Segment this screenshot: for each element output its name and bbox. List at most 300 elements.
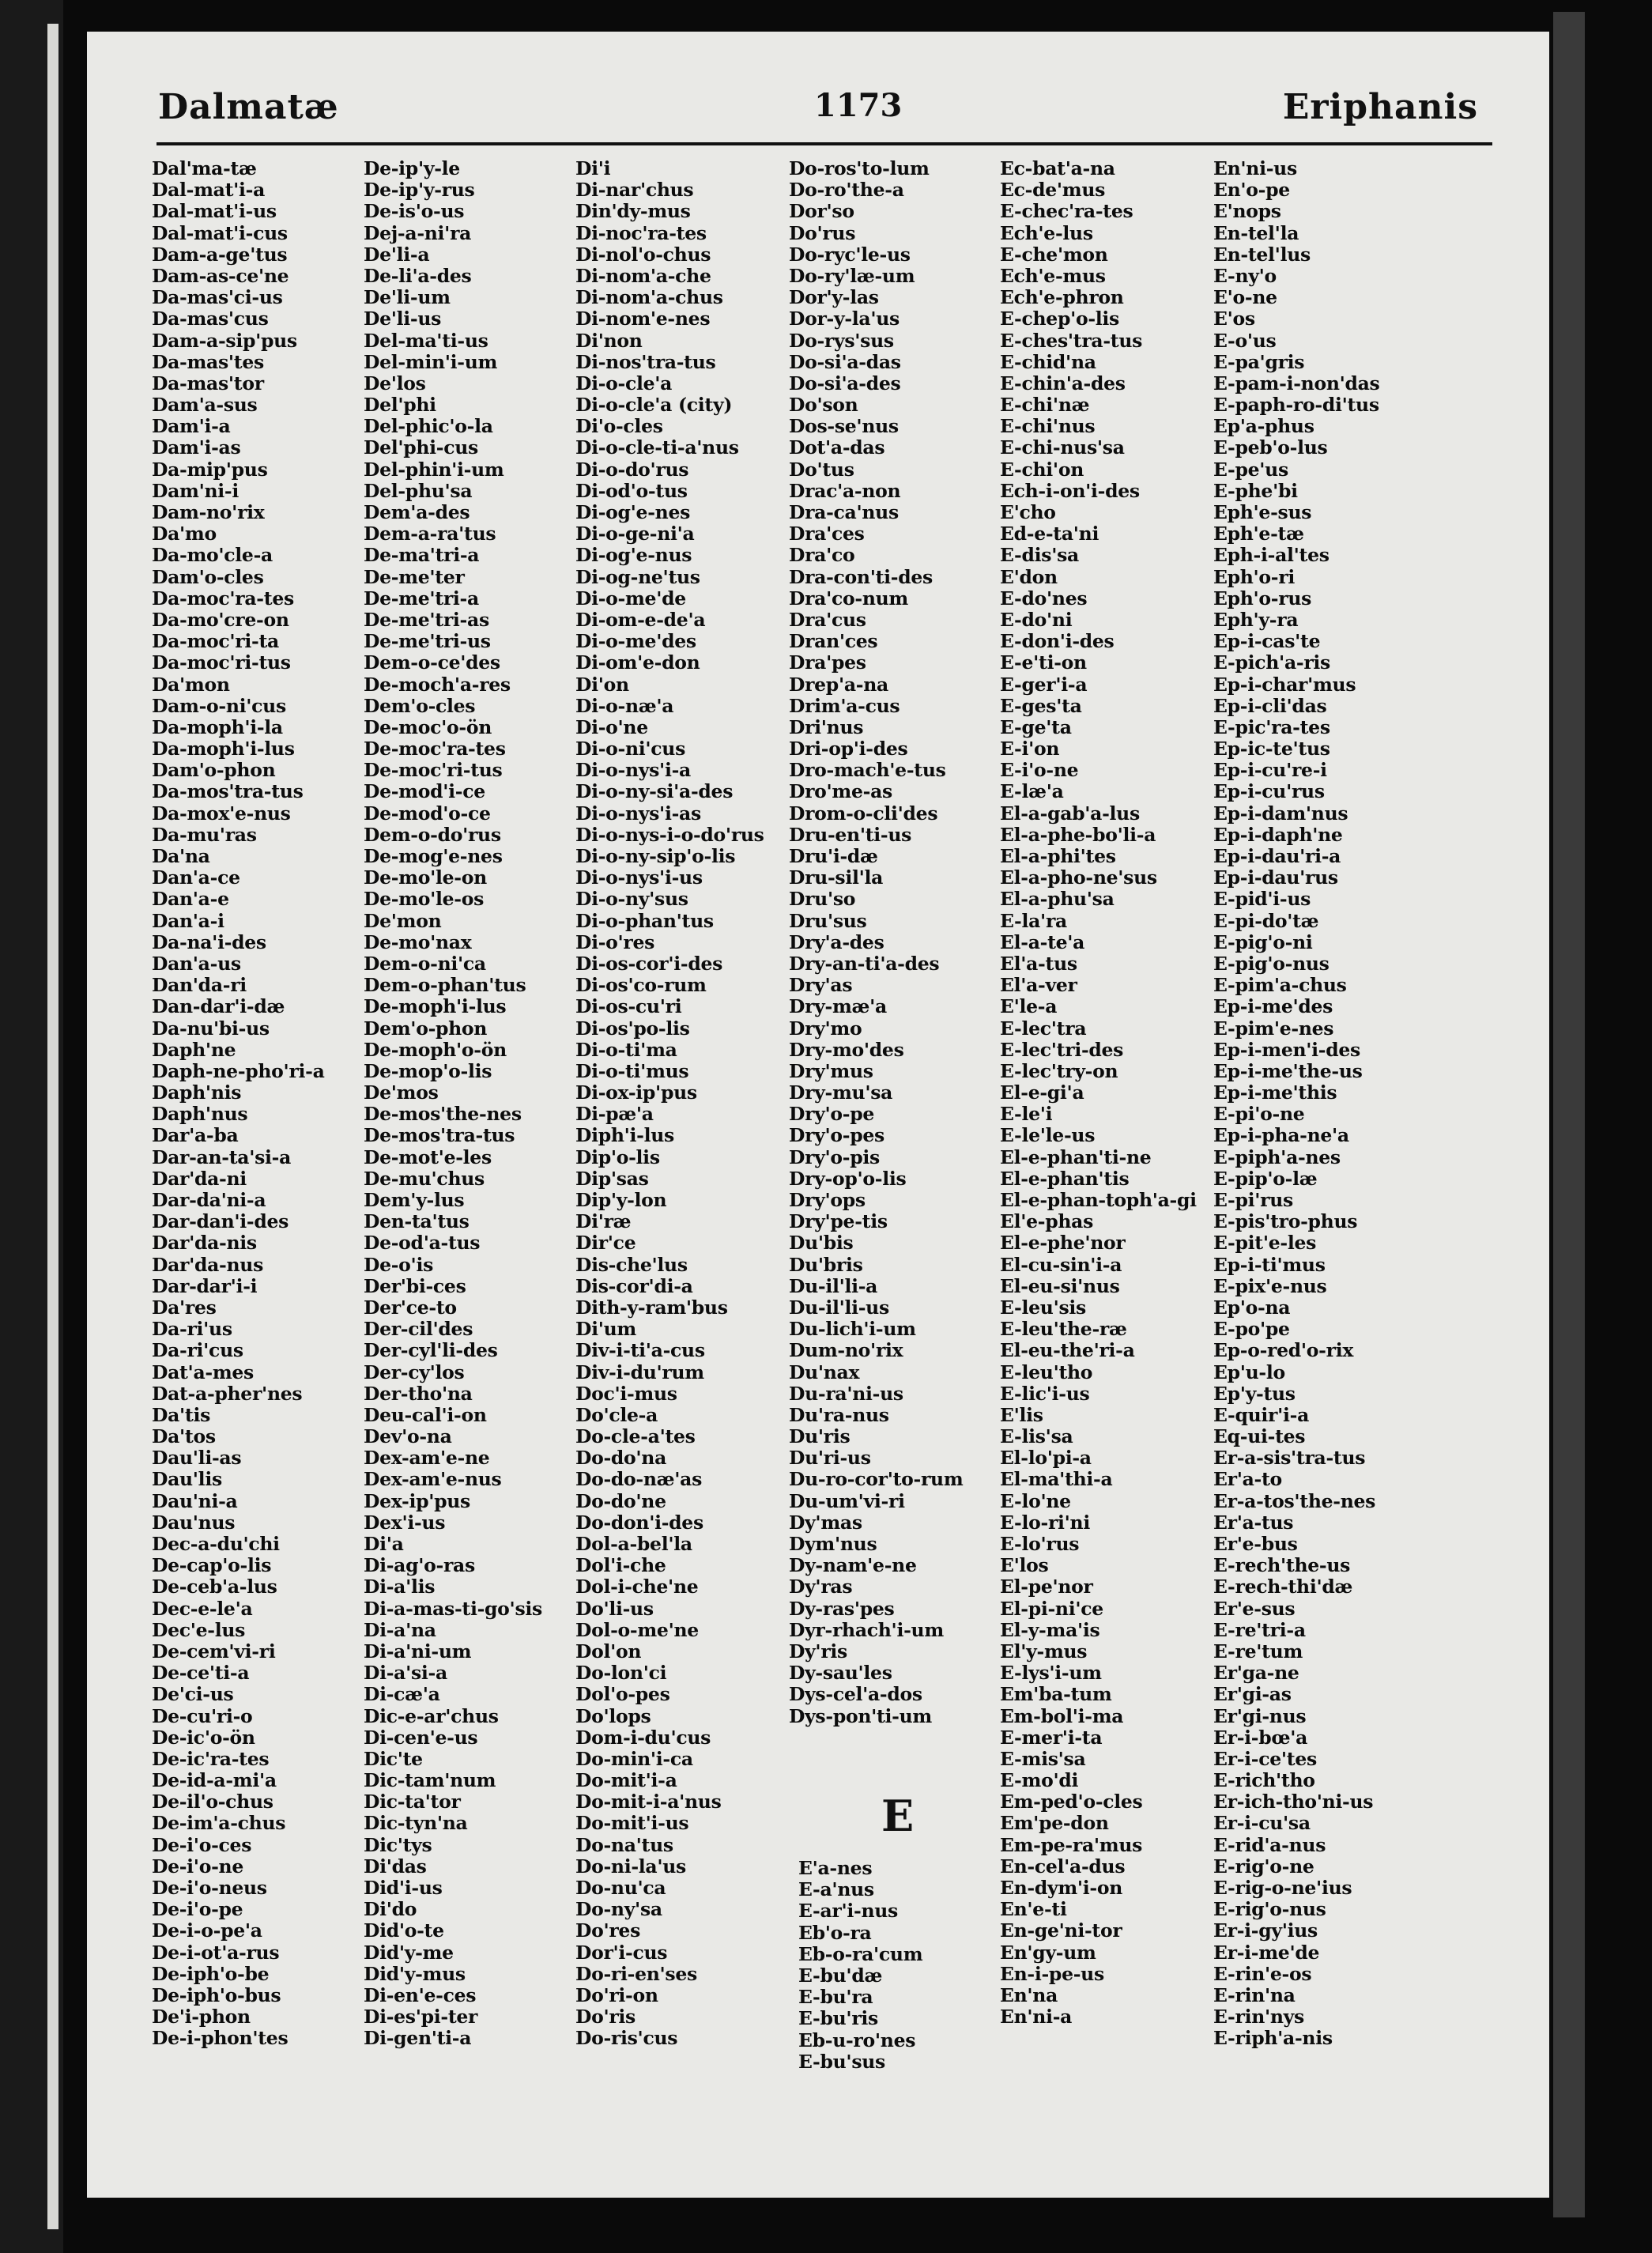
dictionary-entry: El'y-mus xyxy=(1000,1640,1088,1662)
dictionary-entry: Do'tus xyxy=(789,458,854,481)
dictionary-entry: Dam'o-cles xyxy=(152,565,264,588)
dictionary-entry: Dol-o-me'ne xyxy=(575,1618,699,1641)
dictionary-entry: En'gy-um xyxy=(1000,1941,1096,1964)
dictionary-entry: Di-o-ti'mus xyxy=(575,1059,689,1082)
dictionary-entry: El-pi-ni'ce xyxy=(1000,1597,1103,1620)
dictionary-entry: E-pig'o-nus xyxy=(1213,952,1330,975)
dictionary-entry: Ep-i-cu're-i xyxy=(1213,759,1327,782)
dictionary-entry: Dy'ris xyxy=(789,1640,847,1662)
dictionary-entry: E-pix'e-nus xyxy=(1213,1274,1327,1297)
dictionary-entry: E-peb'o-lus xyxy=(1213,436,1328,459)
dictionary-entry: Ech'e-phron xyxy=(1000,286,1124,309)
dictionary-entry: Did'i-us xyxy=(364,1877,443,1899)
dictionary-entry: Dar-dar'i-i xyxy=(152,1274,258,1297)
dictionary-entry: E-bu'sus xyxy=(798,2050,885,2073)
dictionary-entry: En-tel'la xyxy=(1213,221,1299,244)
dictionary-entry: De-is'o-us xyxy=(364,200,465,223)
dictionary-entry: Da-ri'us xyxy=(152,1318,232,1341)
page-number: 1173 xyxy=(814,87,903,124)
dictionary-entry: Er-i-me'de xyxy=(1213,1941,1320,1964)
dictionary-entry: Do-do'ne xyxy=(575,1489,666,1512)
dictionary-entry: Dan'da-ri xyxy=(152,974,247,997)
dictionary-entry: En-dym'i-on xyxy=(1000,1877,1123,1899)
dictionary-entry: Ep-i-dau'rus xyxy=(1213,866,1338,889)
dictionary-entry: Di-o-cle-ti-a'nus xyxy=(575,436,739,459)
dictionary-entry: Dry'mo xyxy=(789,1017,862,1040)
dictionary-entry: Dyr-rhach'i-um xyxy=(789,1618,944,1641)
dictionary-entry: Dam'i-a xyxy=(152,415,231,438)
dictionary-entry: El-ma'thi-a xyxy=(1000,1468,1113,1491)
dictionary-entry: Eph-i-al'tes xyxy=(1213,544,1330,567)
dictionary-entry: E-pam-i-non'das xyxy=(1213,372,1380,394)
dictionary-entry: Dar'a-ba xyxy=(152,1124,239,1147)
dictionary-entry: Da-mo'cre-on xyxy=(152,608,289,631)
entry-column-4 xyxy=(789,158,1002,1727)
dictionary-entry: De-mo'le-os xyxy=(364,888,485,911)
dictionary-entry: Du-il'li-a xyxy=(789,1274,878,1297)
dictionary-entry: Di-o-ny'sus xyxy=(575,888,688,911)
dictionary-entry: E-re'tri-a xyxy=(1213,1618,1306,1641)
dictionary-entry: Dar'da-nus xyxy=(152,1253,263,1276)
dictionary-entry: Dej-a-ni'ra xyxy=(364,221,472,244)
dictionary-entry: Dro'me-as xyxy=(789,780,892,803)
dictionary-entry: El-e-phan-toph'a-gi xyxy=(1000,1189,1197,1211)
dictionary-entry: Di'das xyxy=(364,1855,427,1877)
dictionary-entry: Em-pe-ra'mus xyxy=(1000,1833,1143,1856)
dictionary-entry: E'le-a xyxy=(1000,995,1058,1018)
dictionary-entry: De-cem'vi-ri xyxy=(152,1640,276,1662)
dictionary-entry: Dam'ni-i xyxy=(152,479,239,502)
dictionary-entry: Di-nol'o-chus xyxy=(575,243,711,266)
dictionary-entry: De'li-a xyxy=(364,243,430,266)
dictionary-entry: Er-a-sis'tra-tus xyxy=(1213,1447,1366,1470)
dictionary-entry: Ep-i-me'the-us xyxy=(1213,1059,1363,1082)
dictionary-entry: Dat-a-pher'nes xyxy=(152,1382,303,1405)
dictionary-entry: Dam-a-sip'pus xyxy=(152,329,297,352)
dictionary-entry: Er'ga-ne xyxy=(1213,1662,1299,1685)
dictionary-entry: Do'ri-on xyxy=(575,1983,658,2006)
dictionary-entry: Di-nos'tra-tus xyxy=(575,350,716,373)
dictionary-entry: En-i-pe-us xyxy=(1000,1962,1104,1985)
dictionary-entry: Drom-o-cli'des xyxy=(789,802,938,825)
dictionary-entry: E-chep'o-lis xyxy=(1000,308,1119,330)
dictionary-entry: Do'lops xyxy=(575,1704,651,1727)
dictionary-entry: Dis-cor'di-a xyxy=(575,1274,693,1297)
dictionary-entry: Dru'sus xyxy=(789,909,867,932)
dictionary-entry: E-rich'tho xyxy=(1213,1769,1315,1792)
dictionary-entry: Dic'tys xyxy=(364,1833,432,1856)
dictionary-entry: Do'cle-a xyxy=(575,1403,658,1426)
dictionary-entry: E-e'ti-on xyxy=(1000,651,1087,674)
dictionary-entry: E-don'i-des xyxy=(1000,630,1115,653)
dictionary-entry: E-leu'sis xyxy=(1000,1296,1086,1319)
dictionary-entry: Drac'a-non xyxy=(789,479,901,502)
dictionary-entry: Dan'a-ce xyxy=(152,866,240,889)
dictionary-entry: Ech'e-mus xyxy=(1000,264,1106,287)
dictionary-entry: Dam-a-ge'tus xyxy=(152,243,288,266)
dictionary-entry: De-ic'ra-tes xyxy=(152,1747,270,1770)
dictionary-entry: E-chi'nus xyxy=(1000,415,1096,438)
dictionary-entry: El'a-ver xyxy=(1000,974,1077,997)
dictionary-entry: E-piph'a-nes xyxy=(1213,1145,1341,1168)
dictionary-entry: Di-gen'ti-a xyxy=(364,2027,472,2050)
dictionary-entry: E-do'ni xyxy=(1000,608,1073,631)
dictionary-entry: Dal-mat'i-us xyxy=(152,200,277,223)
dictionary-entry: Du'bis xyxy=(789,1232,854,1255)
dictionary-entry: E-chi'næ xyxy=(1000,394,1090,417)
dictionary-entry: Er-i-gy'ius xyxy=(1213,1919,1318,1942)
dictionary-entry: El-lo'pi-a xyxy=(1000,1447,1092,1470)
dictionary-entry: Er'a-to xyxy=(1213,1468,1282,1491)
dictionary-entry: Dar'da-nis xyxy=(152,1232,257,1255)
dictionary-entry: Da-mas'tor xyxy=(152,372,264,394)
dictionary-entry: El-y-ma'is xyxy=(1000,1618,1100,1641)
dictionary-entry: Da-na'i-des xyxy=(152,930,266,953)
dictionary-entry: E-pa'gris xyxy=(1213,350,1305,373)
dictionary-entry: Dem-o-do'rus xyxy=(364,823,501,846)
dictionary-entry: E-pi'o-ne xyxy=(1213,1103,1305,1126)
dictionary-entry: Ep-i-me'this xyxy=(1213,1081,1337,1104)
dictionary-entry: E-le'i xyxy=(1000,1103,1053,1126)
dictionary-entry: Dam'i-as xyxy=(152,436,241,459)
dictionary-entry: El-pe'nor xyxy=(1000,1576,1093,1598)
dictionary-entry: Doc'i-mus xyxy=(575,1382,677,1405)
dictionary-entry: Di-o-nys'i-us xyxy=(575,866,703,889)
dictionary-entry: De-mu'chus xyxy=(364,1167,485,1190)
dictionary-entry: E-ges'ta xyxy=(1000,694,1082,717)
dictionary-entry: Dry'a-des xyxy=(789,930,884,953)
dictionary-entry: En-tel'lus xyxy=(1213,243,1311,266)
dictionary-entry: Do'ris xyxy=(575,2006,636,2028)
dictionary-entry: Di-od'o-tus xyxy=(575,479,688,502)
dictionary-entry: E-rin'na xyxy=(1213,1983,1296,2006)
dictionary-entry: E-ches'tra-tus xyxy=(1000,329,1143,352)
dictionary-entry: Ep-i-ti'mus xyxy=(1213,1253,1326,1276)
dictionary-entry: Da-mo'cle-a xyxy=(152,544,273,567)
dictionary-entry: Drim'a-cus xyxy=(789,694,900,717)
dictionary-entry: Ec-de'mus xyxy=(1000,179,1106,202)
dictionary-entry: Dan'a-i xyxy=(152,909,224,932)
dictionary-entry: Dar-an-ta'si-a xyxy=(152,1145,292,1168)
dictionary-entry: Do-min'i-ca xyxy=(575,1747,693,1770)
dictionary-entry: Du-um'vi-ri xyxy=(789,1489,905,1512)
dictionary-entry: Di-ag'o-ras xyxy=(364,1554,475,1577)
dictionary-entry: De-i'o-ces xyxy=(152,1833,252,1856)
dictionary-entry: E-rid'a-nus xyxy=(1213,1833,1326,1856)
dictionary-entry: En-cel'a-dus xyxy=(1000,1855,1126,1877)
dictionary-entry: E-rig-o-ne'ius xyxy=(1213,1877,1352,1899)
dictionary-entry: Dic'te xyxy=(364,1747,423,1770)
dictionary-entry: Del-min'i-um xyxy=(364,350,498,373)
dictionary-entry: Er'e-sus xyxy=(1213,1597,1296,1620)
dictionary-entry: Ep-o-red'o-rix xyxy=(1213,1339,1354,1362)
dictionary-entry: Di-pæ'a xyxy=(575,1103,654,1126)
dictionary-entry: Dy'mas xyxy=(789,1511,862,1534)
dictionary-entry: Ep-i-daph'ne xyxy=(1213,823,1343,846)
dictionary-entry: Dry-mu'sa xyxy=(789,1081,893,1104)
dictionary-entry: Di-o-ni'cus xyxy=(575,738,686,760)
dictionary-entry: Di-a'si-a xyxy=(364,1662,447,1685)
dictionary-entry: E-rin'e-os xyxy=(1213,1962,1312,1985)
dictionary-entry: Dith-y-ram'bus xyxy=(575,1296,728,1319)
dictionary-entry: Eb-u-ro'nes xyxy=(798,2028,916,2051)
dictionary-entry: E-pim'a-chus xyxy=(1213,974,1347,997)
dictionary-entry: Did'y-mus xyxy=(364,1962,466,1985)
dictionary-entry: Dec'e-lus xyxy=(152,1618,246,1641)
dictionary-entry: Dru'i-dæ xyxy=(789,845,878,867)
dictionary-entry: Do-mit'i-a xyxy=(575,1769,677,1792)
dictionary-entry: Dol-a-bel'la xyxy=(575,1533,692,1555)
dictionary-entry: Er-i-ce'tes xyxy=(1213,1747,1317,1770)
dictionary-entry: Di-ox-ip'pus xyxy=(575,1081,697,1104)
dictionary-entry: Dem-o-ce'des xyxy=(364,651,500,674)
dictionary-entry: Dys-pon'ti-um xyxy=(789,1704,932,1727)
dictionary-entry: Dau'lis xyxy=(152,1468,222,1491)
dictionary-entry: E-rin'nys xyxy=(1213,2006,1304,2028)
dictionary-entry: De-moc'ra-tes xyxy=(364,738,506,760)
entry-column-5 xyxy=(1000,158,1213,2028)
dictionary-entry: Di-og-ne'tus xyxy=(575,565,700,588)
dictionary-entry: Dri'nus xyxy=(789,715,864,738)
dictionary-entry: Del'phi-cus xyxy=(364,436,478,459)
dictionary-entry: Do-si'a-das xyxy=(789,350,901,373)
dictionary-entry: Del-phic'o-la xyxy=(364,415,493,438)
dictionary-entry: Er-i-bœ'a xyxy=(1213,1726,1308,1749)
dictionary-entry: Daph'nus xyxy=(152,1103,248,1126)
dictionary-entry: De'li-us xyxy=(364,308,442,330)
dictionary-entry: Do-ro'the-a xyxy=(789,179,904,202)
dictionary-entry: E-leu'the-ræ xyxy=(1000,1318,1127,1341)
dictionary-entry: Di-o-næ'a xyxy=(575,694,674,717)
dictionary-entry: E'nops xyxy=(1213,200,1281,223)
dictionary-entry: Di'ræ xyxy=(575,1210,632,1233)
dictionary-entry: Dam'a-sus xyxy=(152,394,258,417)
dictionary-entry: Di-og'e-nus xyxy=(575,544,692,567)
dictionary-entry: Dry'o-pis xyxy=(789,1145,880,1168)
dictionary-entry: Ep-i-char'mus xyxy=(1213,673,1356,696)
dictionary-entry: Dor'so xyxy=(789,200,854,223)
dictionary-entry: E-pi'rus xyxy=(1213,1189,1293,1211)
dictionary-entry: Ep-i-dam'nus xyxy=(1213,802,1348,825)
dictionary-entry: Ep-i-men'i-des xyxy=(1213,1038,1360,1061)
dictionary-entry: Eph'e-sus xyxy=(1213,501,1312,523)
dictionary-entry: Di-nom'a-chus xyxy=(575,286,723,309)
dictionary-entry: E-ger'i-a xyxy=(1000,673,1088,696)
dictionary-entry: Di-a'na xyxy=(364,1618,436,1641)
dictionary-entry: De-li'a-des xyxy=(364,264,472,287)
dictionary-entry: Er'gi-as xyxy=(1213,1683,1292,1706)
dictionary-entry: Dar-dan'i-des xyxy=(152,1210,289,1233)
dictionary-entry: Ed-e-ta'ni xyxy=(1000,523,1099,545)
dictionary-entry: Dau'ni-a xyxy=(152,1489,238,1512)
dictionary-entry: Da-mu'ras xyxy=(152,823,257,846)
dictionary-entry: Di-o-nys-i-o-do'rus xyxy=(575,823,764,846)
dictionary-entry: De-me'tri-a xyxy=(364,587,479,609)
dictionary-entry: Dat'a-mes xyxy=(152,1360,254,1383)
dictionary-entry: E-le'le-us xyxy=(1000,1124,1096,1147)
dictionary-entry: De-od'a-tus xyxy=(364,1232,481,1255)
dictionary-entry: Dol'on xyxy=(575,1640,642,1662)
dictionary-entry: Dry'as xyxy=(789,974,853,997)
dictionary-entry: Ep'o-na xyxy=(1213,1296,1291,1319)
dictionary-entry: Der-cyl'li-des xyxy=(364,1339,498,1362)
dictionary-entry: E-lo'rus xyxy=(1000,1533,1080,1555)
dictionary-entry: De-mos'tra-tus xyxy=(364,1124,515,1147)
dictionary-entry: Dan'a-e xyxy=(152,888,229,911)
dictionary-entry: Ec-bat'a-na xyxy=(1000,157,1115,179)
dictionary-entry: E-pich'a-ris xyxy=(1213,651,1330,674)
dictionary-entry: Ep-i-pha-ne'a xyxy=(1213,1124,1349,1147)
dictionary-entry: E-mis'sa xyxy=(1000,1747,1086,1770)
dictionary-entry: Da'na xyxy=(152,845,210,867)
dictionary-entry: Er'gi-nus xyxy=(1213,1704,1307,1727)
dictionary-entry: Di'a xyxy=(364,1533,404,1555)
dictionary-entry: El-a-phu'sa xyxy=(1000,888,1115,911)
dictionary-entry: De-mod'o-ce xyxy=(364,802,491,825)
dictionary-entry: E-i'o-ne xyxy=(1000,759,1079,782)
dictionary-entry: Di-o-nys'i-a xyxy=(575,759,691,782)
dictionary-entry: E-lo-ri'ni xyxy=(1000,1511,1090,1534)
dictionary-entry: Div-i-du'rum xyxy=(575,1360,704,1383)
dictionary-entry: Di-o-phan'tus xyxy=(575,909,714,932)
dictionary-entry: Dru-sil'la xyxy=(789,866,884,889)
dictionary-entry: Dry'mus xyxy=(789,1059,873,1082)
dictionary-entry: Da-mox'e-nus xyxy=(152,802,291,825)
dictionary-entry: De-moc'o-ön xyxy=(364,715,492,738)
dictionary-entry: E-læ'a xyxy=(1000,780,1064,803)
dictionary-entry: E-pid'i-us xyxy=(1213,888,1311,911)
dictionary-entry: Da-moph'i-la xyxy=(152,715,283,738)
dictionary-entry: Dro-mach'e-tus xyxy=(789,759,946,782)
dictionary-entry: Da-moc'ra-tes xyxy=(152,587,294,609)
dictionary-entry: De-moc'ri-tus xyxy=(364,759,503,782)
dictionary-entry: Den-ta'tus xyxy=(364,1210,470,1233)
dictionary-entry: Dor-y-la'us xyxy=(789,308,900,330)
header-right-guide-word: Eriphanis xyxy=(1282,87,1478,127)
dictionary-entry: Dip'sas xyxy=(575,1167,649,1190)
dictionary-entry: De-mot'e-les xyxy=(364,1145,492,1168)
dictionary-entry: Er'a-tus xyxy=(1213,1511,1294,1534)
dictionary-entry: De'li-um xyxy=(364,286,451,309)
dictionary-entry: Dec-a-du'chi xyxy=(152,1533,280,1555)
dictionary-entry: E-o'us xyxy=(1213,329,1277,352)
dictionary-entry: Dum-no'rix xyxy=(789,1339,903,1362)
dictionary-entry: E-pe'us xyxy=(1213,458,1288,481)
dictionary-entry: Dev'o-na xyxy=(364,1425,452,1448)
dictionary-entry: Dar-da'ni-a xyxy=(152,1189,266,1211)
dictionary-entry: Dis-che'lus xyxy=(575,1253,688,1276)
dictionary-entry: E-chi-nus'sa xyxy=(1000,436,1125,459)
dictionary-entry: Dar'da-ni xyxy=(152,1167,247,1190)
dictionary-entry: Ep'y-tus xyxy=(1213,1382,1296,1405)
dictionary-entry: El-e-phan'tis xyxy=(1000,1167,1130,1190)
dictionary-entry: E-do'nes xyxy=(1000,587,1088,609)
dictionary-entry: Do-cle-a'tes xyxy=(575,1425,696,1448)
dictionary-entry: Di'do xyxy=(364,1898,417,1921)
dictionary-entry: E-i'on xyxy=(1000,738,1060,760)
dictionary-entry: Di-o-me'de xyxy=(575,587,686,609)
dictionary-entry: En'ni-a xyxy=(1000,2006,1073,2028)
page-edge-shadow xyxy=(1553,12,1585,2217)
dictionary-entry: Dex-ip'pus xyxy=(364,1489,470,1512)
dictionary-entry: Do-ryc'le-us xyxy=(789,243,911,266)
dictionary-entry: Dex-am'e-ne xyxy=(364,1447,490,1470)
dictionary-entry: Du'ris xyxy=(789,1425,851,1448)
dictionary-entry: E'o-ne xyxy=(1213,286,1277,309)
dictionary-entry: E-lo'ne xyxy=(1000,1489,1071,1512)
dictionary-entry: Dip'o-lis xyxy=(575,1145,660,1168)
dictionary-entry: Der'bi-ces xyxy=(364,1274,466,1297)
dictionary-entry: Dic-tam'num xyxy=(364,1769,496,1792)
dictionary-entry: Daph'nis xyxy=(152,1081,242,1104)
dictionary-entry: De-mo'le-on xyxy=(364,866,487,889)
dictionary-entry: Du'nax xyxy=(789,1360,860,1383)
header-rule xyxy=(157,142,1492,145)
dictionary-entry: Dy-sau'les xyxy=(789,1662,892,1685)
dictionary-entry: Do-lon'ci xyxy=(575,1662,667,1685)
dictionary-entry: Dem-o-phan'tus xyxy=(364,974,526,997)
dictionary-entry: Di-nar'chus xyxy=(575,179,694,202)
dictionary-entry: Dal-mat'i-a xyxy=(152,179,266,202)
dictionary-entry: E-pi-do'tæ xyxy=(1213,909,1319,932)
dictionary-entry: Eph'y-ra xyxy=(1213,608,1299,631)
dictionary-entry: Do-do-næ'as xyxy=(575,1468,703,1491)
dictionary-entry: E-lys'i-um xyxy=(1000,1662,1102,1685)
dictionary-entry: E-lic'i-us xyxy=(1000,1382,1090,1405)
dictionary-page xyxy=(87,32,1549,2198)
dictionary-entry: Dor'y-las xyxy=(789,286,879,309)
dictionary-entry: Dem-a-ra'tus xyxy=(364,523,496,545)
dictionary-entry: Di-o-do'rus xyxy=(575,458,689,481)
dictionary-entry: De'los xyxy=(364,372,426,394)
dictionary-entry: De-i'o-pe xyxy=(152,1898,243,1921)
dictionary-entry: Di'on xyxy=(575,673,629,696)
dictionary-entry: Dry'ops xyxy=(789,1189,866,1211)
dictionary-entry: De-me'ter xyxy=(364,565,465,588)
dictionary-entry: E-rig'o-nus xyxy=(1213,1898,1326,1921)
dictionary-entry: Da-mas'ci-us xyxy=(152,286,283,309)
dictionary-entry: Dol-i-che'ne xyxy=(575,1576,699,1598)
dictionary-entry: Di-o-ny-si'a-des xyxy=(575,780,734,803)
dictionary-entry: Da-mos'tra-tus xyxy=(152,780,304,803)
dictionary-entry: Da'res xyxy=(152,1296,217,1319)
dictionary-entry: Da'mon xyxy=(152,673,230,696)
dictionary-entry: Di-a'ni-um xyxy=(364,1640,472,1662)
dictionary-entry: Di-cæ'a xyxy=(364,1683,440,1706)
dictionary-entry: Dir'ce xyxy=(575,1232,636,1255)
dictionary-entry: Em'ba-tum xyxy=(1000,1683,1112,1706)
dictionary-entry: E-quir'i-a xyxy=(1213,1403,1310,1426)
dictionary-entry: Del'phi xyxy=(364,394,436,417)
dictionary-entry: Dry-an-ti'a-des xyxy=(789,952,940,975)
dictionary-entry: Do'li-us xyxy=(575,1597,654,1620)
dictionary-entry: E-pim'e-nes xyxy=(1213,1017,1334,1040)
dictionary-entry: Er-a-tos'the-nes xyxy=(1213,1489,1376,1512)
section-letter-heading: E xyxy=(881,1791,915,1841)
dictionary-entry: E-ge'ta xyxy=(1000,715,1072,738)
dictionary-entry: De-me'tri-us xyxy=(364,630,491,653)
entry-column-4-continued xyxy=(798,1858,1012,2073)
dictionary-entry: Di-om-e-de'a xyxy=(575,608,706,631)
dictionary-entry: Di-os-cor'i-des xyxy=(575,952,723,975)
dictionary-entry: Da'mo xyxy=(152,523,217,545)
dictionary-entry: De'ci-us xyxy=(152,1683,234,1706)
dictionary-entry: De-il'o-chus xyxy=(152,1791,273,1813)
dictionary-entry: E'cho xyxy=(1000,501,1056,523)
dictionary-entry: Ech-i-on'i-des xyxy=(1000,479,1140,502)
dictionary-entry: Dic-tyn'na xyxy=(364,1812,468,1835)
dictionary-entry: El-e-gi'a xyxy=(1000,1081,1084,1104)
